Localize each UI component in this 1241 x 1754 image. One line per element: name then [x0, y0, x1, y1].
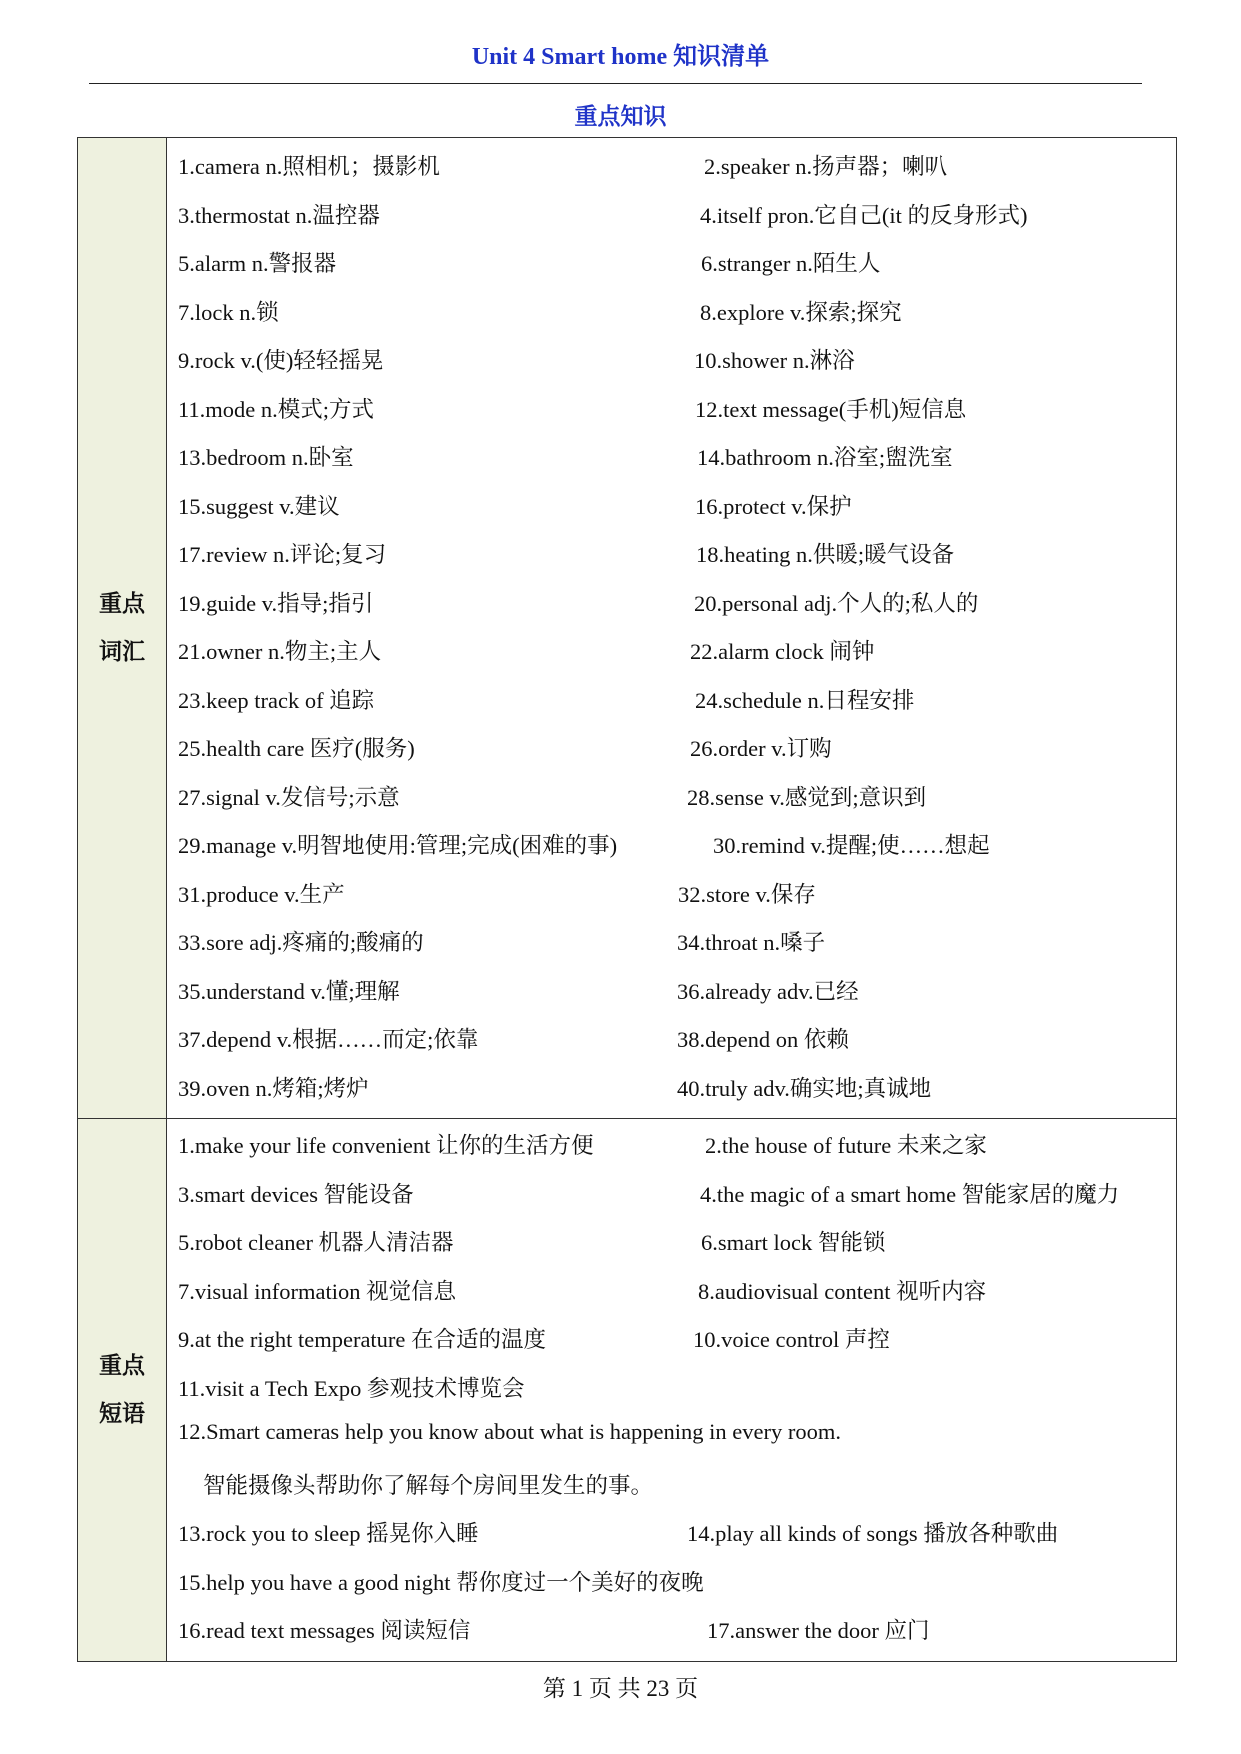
vocab-row — [167, 874, 1176, 923]
vocab-item: 24.schedule n.日程安排 — [695, 687, 915, 713]
vocab-item: 25.health care 医疗(服务) — [178, 736, 415, 761]
phrase-item: 13.rock you to sleep 摇晃你入睡 — [178, 1521, 479, 1546]
vocab-row — [167, 971, 1176, 1020]
phrase-item: 16.read text messages 阅读短信 — [178, 1618, 471, 1643]
phrase-item: 11.visit a Tech Expo 参观技术博览会 — [178, 1375, 525, 1401]
phrase-item: 智能摄像头帮助你了解每个房间里发生的事。 — [203, 1472, 654, 1498]
vocab-item: 36.already adv.已经 — [677, 978, 859, 1004]
vocab-item: 9.rock v.(使)轻轻摇晃 — [178, 348, 384, 373]
header-divider — [89, 83, 1142, 84]
phrase-row — [167, 1368, 1176, 1417]
vocab-row — [167, 146, 1176, 195]
phrases-label-line2: 短语 — [99, 1400, 145, 1427]
vocab-item: 22.alarm clock 闹钟 — [690, 639, 875, 664]
vocab-item: 32.store v.保存 — [678, 881, 816, 907]
knowledge-table — [77, 137, 1177, 1662]
phrase-item: 8.audiovisual content 视听内容 — [698, 1278, 987, 1304]
vocab-item: 35.understand v.懂;理解 — [178, 978, 400, 1004]
vocab-item: 18.heating n.供暖;暖气设备 — [696, 542, 955, 567]
vocab-row — [167, 777, 1176, 826]
vocab-item: 5.alarm n.警报器 — [178, 251, 337, 276]
vocab-row — [167, 389, 1176, 438]
phrase-row — [167, 1222, 1176, 1271]
phrase-item: 5.robot cleaner 机器人清洁器 — [178, 1230, 454, 1255]
vocab-item: 3.thermostat n.温控器 — [178, 202, 380, 228]
vocab-row — [167, 1068, 1176, 1117]
vocab-item: 10.shower n.淋浴 — [694, 348, 855, 373]
phrase-row — [167, 1271, 1176, 1320]
vocab-item: 1.camera n.照相机；摄影机 — [178, 154, 440, 179]
vocab-item: 28.sense v.感觉到;意识到 — [687, 784, 927, 810]
vocab-item: 37.depend v.根据……而定;依靠 — [178, 1027, 479, 1052]
vocab-item: 20.personal adj.个人的;私人的 — [694, 590, 979, 616]
vocab-item: 7.lock n.锁 — [178, 299, 279, 325]
vocab-item: 14.bathroom n.浴室;盥洗室 — [697, 445, 953, 470]
vocab-row — [167, 1019, 1176, 1068]
vocab-label-line2: 词汇 — [99, 639, 145, 665]
phrase-row — [167, 1610, 1176, 1659]
vocab-row — [167, 631, 1176, 680]
vocab-item: 12.text message(手机)短信息 — [695, 396, 967, 422]
vocab-item: 26.order v.订购 — [690, 736, 832, 761]
phrases-label — [78, 1119, 167, 1662]
vocab-row — [167, 486, 1176, 535]
vocab-label — [78, 138, 167, 1119]
phrase-row — [167, 1319, 1176, 1368]
vocab-row — [167, 292, 1176, 341]
vocab-item: 21.owner n.物主;主人 — [178, 639, 382, 664]
phrase-row — [167, 1125, 1176, 1174]
vocab-row — [167, 825, 1176, 874]
vocab-item: 2.speaker n.扬声器；喇叭 — [704, 154, 948, 179]
vocab-item: 8.explore v.探索;探究 — [700, 299, 902, 325]
vocab-list — [167, 138, 1176, 1118]
vocab-content — [167, 138, 1177, 1119]
vocab-item: 15.suggest v.建议 — [178, 493, 340, 519]
phrases-section — [78, 1119, 1177, 1662]
section-title: 重点知识 — [574, 104, 667, 129]
phrase-item: 12.Smart cameras help you know about what is happening in every room. — [178, 1419, 841, 1444]
vocab-item: 23.keep track of 追踪 — [178, 687, 375, 713]
vocab-item: 33.sore adj.疼痛的;酸痛的 — [178, 930, 424, 955]
phrase-row — [167, 1416, 1176, 1465]
vocab-item: 19.guide v.指导;指引 — [178, 590, 374, 616]
phrase-item: 1.make your life convenient 让你的生活方便 — [178, 1133, 594, 1158]
phrase-item: 7.visual information 视觉信息 — [178, 1278, 457, 1304]
vocab-row — [167, 728, 1176, 777]
vocab-row — [167, 437, 1176, 486]
vocab-item: 30.remind v.提醒;使……想起 — [713, 833, 990, 858]
vocab-section — [78, 138, 1177, 1119]
vocab-item: 39.oven n.烤箱;烤炉 — [178, 1075, 369, 1101]
page-footer: 第 1 页 共 23 页 — [542, 1676, 699, 1701]
vocab-item: 40.truly adv.确实地;真诚地 — [677, 1075, 932, 1101]
phrase-item: 2.the house of future 未来之家 — [705, 1133, 987, 1158]
phrase-item: 15.help you have a good night 帮你度过一个美好的夜晚 — [178, 1569, 704, 1595]
vocab-row — [167, 922, 1176, 971]
phrase-row — [167, 1562, 1176, 1611]
vocab-item: 13.bedroom n.卧室 — [178, 445, 354, 470]
document-title: Unit 4 Smart home 知识清单 — [471, 44, 770, 70]
vocab-row — [167, 583, 1176, 632]
phrase-item: 10.voice control 声控 — [693, 1327, 890, 1352]
phrase-row — [167, 1465, 1176, 1514]
phrase-item: 4.the magic of a smart home 智能家居的魔力 — [700, 1181, 1120, 1207]
vocab-item: 11.mode n.模式;方式 — [178, 396, 375, 422]
phrase-item: 14.play all kinds of songs 播放各种歌曲 — [687, 1521, 1059, 1546]
phrases-content — [167, 1119, 1177, 1662]
vocab-label-line1: 重点 — [99, 591, 145, 617]
phrase-item: 6.smart lock 智能锁 — [701, 1230, 886, 1255]
vocab-item: 27.signal v.发信号;示意 — [178, 784, 400, 810]
phrase-row — [167, 1513, 1176, 1562]
vocab-row — [167, 195, 1176, 244]
phrase-item: 9.at the right temperature 在合适的温度 — [178, 1327, 547, 1352]
phrase-item: 3.smart devices 智能设备 — [178, 1181, 414, 1207]
vocab-item: 38.depend on 依赖 — [677, 1027, 849, 1052]
vocab-row — [167, 680, 1176, 729]
vocab-item: 31.produce v.生产 — [178, 881, 345, 907]
vocab-item: 16.protect v.保护 — [695, 493, 852, 519]
vocab-row — [167, 534, 1176, 583]
vocab-row — [167, 243, 1176, 292]
phrase-row — [167, 1174, 1176, 1223]
vocab-item: 6.stranger n.陌生人 — [701, 251, 881, 276]
vocab-item: 17.review n.评论;复习 — [178, 542, 387, 567]
vocab-item: 4.itself pron.它自己(it 的反身形式) — [700, 202, 1028, 228]
phrase-item: 17.answer the door 应门 — [707, 1618, 930, 1643]
vocab-row — [167, 340, 1176, 389]
phrases-list — [167, 1119, 1176, 1661]
vocab-item: 29.manage v.明智地使用:管理;完成(困难的事) — [178, 833, 618, 858]
vocab-item: 34.throat n.嗓子 — [677, 930, 826, 955]
phrases-label-line1: 重点 — [99, 1352, 145, 1379]
